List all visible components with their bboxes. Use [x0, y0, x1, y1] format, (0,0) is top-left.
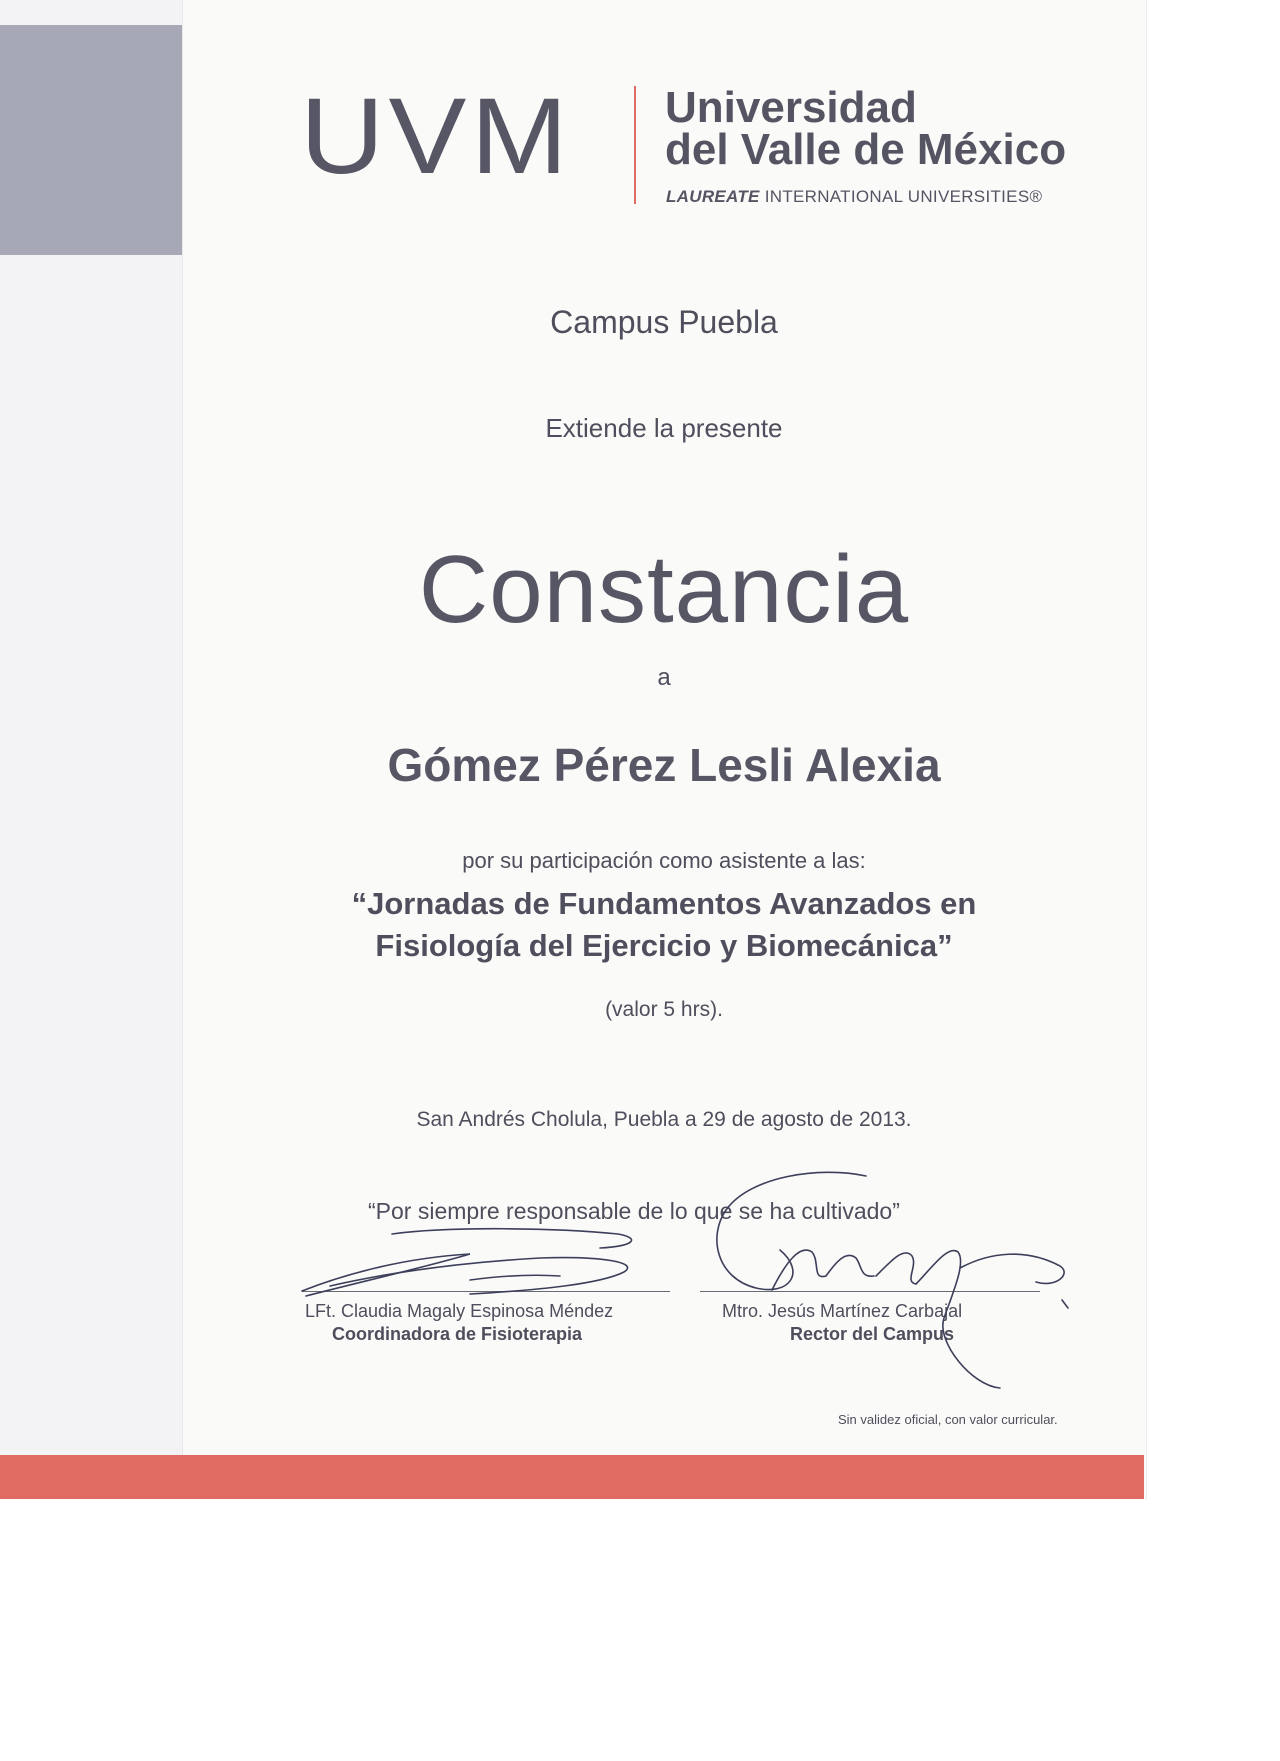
logo-network-rest: INTERNATIONAL UNIVERSITIES®	[759, 187, 1043, 206]
signature-line-right	[700, 1291, 1040, 1292]
event-title-line2: Fisiología del Ejercicio y Biomecánica”	[375, 928, 953, 963]
to-text: a	[657, 664, 671, 691]
signer-right-name: Mtro. Jesús Martínez Carbajal	[722, 1301, 963, 1321]
place-date: San Andrés Cholula, Puebla a 29 de agosto de 2013.	[416, 1108, 912, 1131]
disclaimer: Sin validez oficial, con valor curricular.	[838, 1412, 1058, 1427]
participation-text: por su participación como asistente a las:	[462, 848, 866, 873]
campus-name: Campus Puebla	[550, 304, 778, 340]
red-footer-band	[0, 1455, 1144, 1499]
motto: “Por siempre responsable de lo que se ha cultivado”	[368, 1198, 900, 1224]
event-title-line1: “Jornadas de Fundamentos Avanzados en	[351, 886, 977, 921]
certificate-title: Constancia	[418, 536, 910, 643]
gray-accent-block	[0, 25, 182, 255]
signature-line-left	[302, 1291, 670, 1292]
logo-name-line2: del Valle de México	[665, 125, 1067, 174]
logo-acronym: UVM	[300, 75, 573, 196]
logo-divider	[634, 86, 636, 204]
logo-name-line1: Universidad	[665, 83, 917, 132]
intro-text: Extiende la presente	[545, 413, 783, 443]
hours-value: (valor 5 hrs).	[605, 998, 723, 1021]
recipient-name: Gómez Pérez Lesli Alexia	[387, 739, 941, 791]
signer-right-role: Rector del Campus	[790, 1324, 955, 1344]
signer-left-name: LFt. Claudia Magaly Espinosa Méndez	[305, 1301, 614, 1321]
signer-left-role: Coordinadora de Fisioterapia	[332, 1324, 583, 1344]
logo-network	[666, 187, 1042, 207]
logo-network-bold: LAUREATE	[666, 187, 760, 206]
